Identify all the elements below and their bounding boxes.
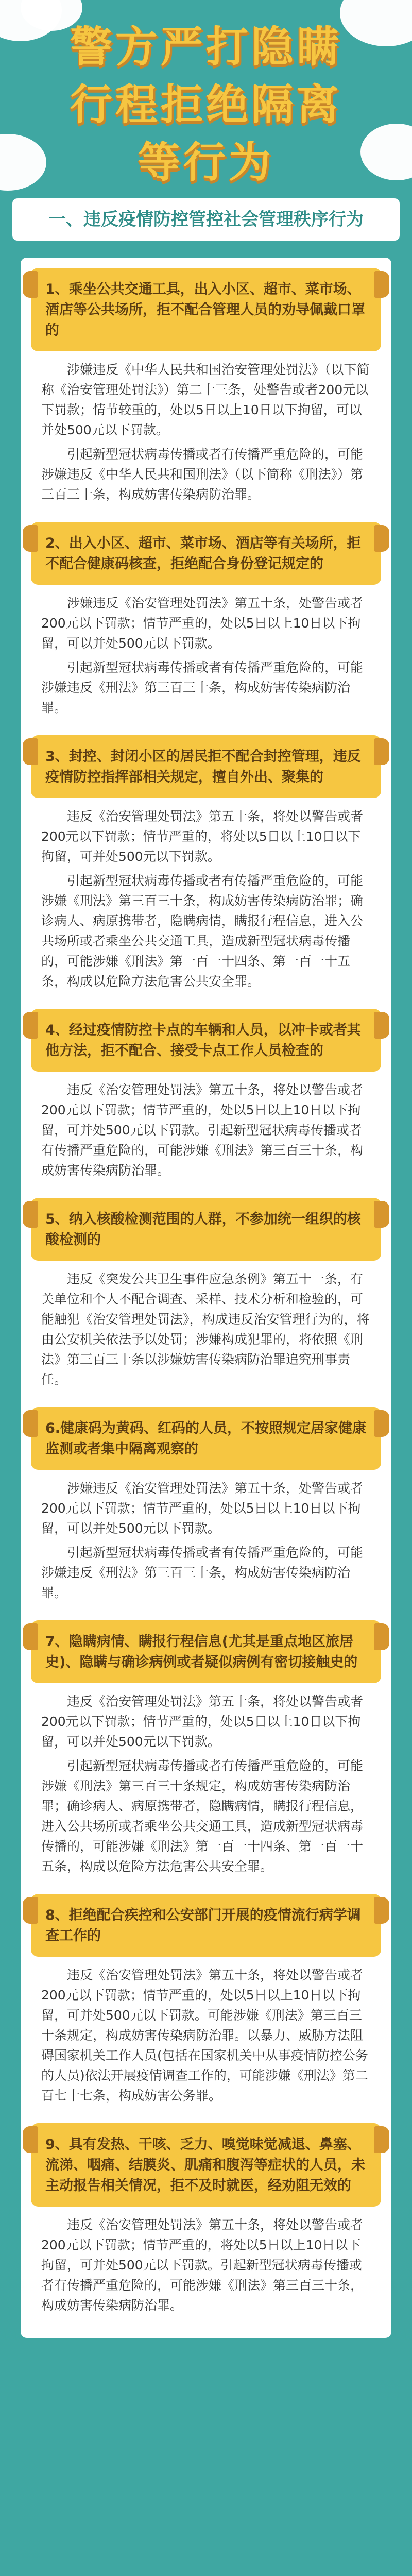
rule-card-heading bbox=[31, 522, 381, 585]
rule-paragraph: 涉嫌违反《治安管理处罚法》第五十条，处警告或者200元以下罚款；情节严重的，处以5日以上10日以下拘留，可以并处500元以下罚款。 bbox=[41, 1481, 364, 1536]
rule-card-body bbox=[41, 1957, 371, 2106]
scroll-right-decoration bbox=[374, 1897, 389, 1924]
scroll-left-decoration bbox=[23, 1012, 38, 1039]
rule-card-body bbox=[41, 1470, 371, 1603]
scroll-right-decoration bbox=[374, 1012, 389, 1039]
rule-paragraph: 违反《治安管理处罚法》第五十条，将处以警告或者200元以下罚款；情节严重的，处以5日以上10日以下拘留，可并处500元以下罚款。引起新型冠状病毒传播或者有传播严重危险的，可能涉嫌《刑法》第三百三十条，构成妨害传染病防治罪。 bbox=[41, 1082, 364, 1178]
scroll-left-decoration bbox=[23, 1410, 38, 1437]
rule-card-heading-text: 8、拒绝配合疾控和公安部门开展的疫情流行病学调查工作的 bbox=[45, 1907, 361, 1944]
scroll-right-decoration bbox=[374, 1201, 389, 1228]
rule-card-body bbox=[41, 585, 371, 718]
rule-paragraph: 违反《突发公共卫生事件应急条例》第五十一条，有关单位和个人不配合调查、采样、技术分析和检验的，可能触犯《治安管理处罚法》，构成违反治安管理行为的，将由公安机关依法予以处罚；涉嫌构成犯罪的，将依照《刑法》第三百三十条以涉嫌妨害传染病防治罪追究刑事责任。 bbox=[41, 1272, 370, 1387]
poster-title-line-3: 等行为 bbox=[138, 138, 274, 187]
rule-card bbox=[21, 512, 391, 725]
rule-card-heading bbox=[31, 1009, 381, 1072]
rule-card-heading-text: 9、具有发热、干咳、乏力、嗅觉味觉减退、鼻塞、流涕、咽痛、结膜炎、肌痛和腹泻等症状的人员，未主动报告相关情况，拒不及时就医，经劝阻无效的 bbox=[45, 2137, 365, 2194]
rule-card bbox=[21, 998, 391, 1188]
rule-card bbox=[21, 258, 391, 512]
rule-paragraph: 违反《治安管理处罚法》第五十条，将处以警告或者200元以下罚款；情节严重的，处以5日以上10日以下拘留，可以并处500元以下罚款。 bbox=[41, 1694, 364, 1749]
rule-paragraph: 违反《治安管理处罚法》第五十条，将处以警告或者200元以下罚款；情节严重的，将处以5日以上10日以下拘留，可并处500元以下罚款。 bbox=[41, 809, 364, 864]
rule-card-body bbox=[41, 1072, 371, 1180]
scroll-left-decoration bbox=[23, 1897, 38, 1924]
rule-card-heading-text: 5、纳入核酸检测范围的人群，不参加统一组织的核酸检测的 bbox=[45, 1211, 361, 1248]
scroll-right-decoration bbox=[374, 525, 389, 552]
scroll-right-decoration bbox=[374, 271, 389, 298]
rule-card-heading-text: 1、乘坐公共交通工具，出入小区、超市、菜市场、酒店等公共场所，拒不配合管理人员的劝导佩戴口罩的 bbox=[45, 281, 365, 338]
rule-paragraph: 涉嫌违反《中华人民共和国治安管理处罚法》（以下简称《治安管理处罚法》）第二十三条，处警告或者200元以下罚款；情节较重的，处以5日以上10日以下拘留，可以并处500元以下罚款。 bbox=[41, 362, 370, 437]
rule-paragraph: 涉嫌违反《治安管理处罚法》第五十条，处警告或者200元以下罚款；情节严重的，处以5日以上10日以下拘留，可以并处500元以下罚款。 bbox=[41, 596, 364, 651]
section-title: 一、违反疫情防控管控社会管理秩序行为 bbox=[48, 209, 364, 230]
rule-paragraph: 引起新型冠状病毒传播或者有传播严重危险的，可能涉嫌违反《中华人民共和国刑法》（以下简称《刑法》）第三百三十条，构成妨害传染病防治罪。 bbox=[41, 447, 364, 502]
scroll-left-decoration bbox=[23, 1623, 38, 1650]
rule-card bbox=[21, 1397, 391, 1610]
rule-card-heading bbox=[31, 1198, 381, 1261]
rule-card-heading bbox=[31, 2123, 381, 2207]
rule-card-heading-text: 3、封控、封闭小区的居民拒不配合封控管理，违反疫情防控指挥部相关规定，擅自外出、聚集的 bbox=[45, 749, 361, 785]
poster-header bbox=[0, 0, 412, 201]
rule-card bbox=[21, 2113, 391, 2323]
rule-paragraph: 引起新型冠状病毒传播或者有传播严重危险的，可能涉嫌《刑法》第三百三十条，构成妨害传染病防治罪；确诊病人、病原携带者，隐瞒病情，瞒报行程信息，进入公共场所或者乘坐公共交通工具，造成新型冠状病毒传播的，可能涉嫌《刑法》第一百一十四条、第一百一十五条，构成以危险方法危害公共安全罪。 bbox=[41, 873, 364, 989]
rule-paragraph: 引起新型冠状病毒传播或者有传播严重危险的，可能涉嫌《刑法》第三百三十条规定，构成妨害传染病防治罪；确诊病人、病原携带者，隐瞒病情，瞒报行程信息，进入公共场所或者乘坐公共交通工具，造成新型冠状病毒传播的，可能涉嫌《刑法》第一百一十四条、第一百一十五条，构成以危险方法危害公共安全罪。 bbox=[41, 1758, 364, 1874]
scroll-left-decoration bbox=[23, 271, 38, 298]
rule-card-body bbox=[41, 1683, 371, 1876]
rule-paragraph: 违反《治安管理处罚法》第五十条，将处以警告或者200元以下罚款；情节严重的，处以5日以上10日以下拘留，可并处500元以下罚款。可能涉嫌《刑法》第三百三十条规定，构成妨害传染病防治罪。以暴力、威胁方法阻碍国家机关工作人员(包括在国家机关中从事疫情防控公务的人员)依法开展疫情调查工作的，可能涉嫌《刑法》第二百七十七条，构成妨害公务罪。 bbox=[41, 1968, 368, 2103]
rule-card-body bbox=[41, 798, 371, 991]
content-panel bbox=[21, 258, 391, 2338]
rule-card-heading-text: 2、出入小区、超市、菜市场、酒店等有关场所，拒不配合健康码核查，拒绝配合身份登记规定的 bbox=[45, 535, 361, 572]
rule-paragraph: 引起新型冠状病毒传播或者有传播严重危险的，可能涉嫌违反《刑法》第三百三十条，构成妨害传染病防治罪。 bbox=[41, 1545, 364, 1600]
scroll-left-decoration bbox=[23, 1201, 38, 1228]
rule-card bbox=[21, 1188, 391, 1397]
poster-title-line-2: 行程拒绝隔离 bbox=[70, 80, 342, 129]
rule-paragraph: 引起新型冠状病毒传播或者有传播严重危险的，可能涉嫌违反《刑法》第三百三十条，构成妨害传染病防治罪。 bbox=[41, 660, 364, 715]
section-banner bbox=[0, 198, 412, 241]
scroll-left-decoration bbox=[23, 738, 38, 765]
rule-card-body bbox=[41, 351, 371, 504]
rule-card bbox=[21, 1610, 391, 1884]
rule-card-heading bbox=[31, 268, 381, 351]
rule-card bbox=[21, 725, 391, 998]
scroll-right-decoration bbox=[374, 2126, 389, 2153]
rule-paragraph: 违反《治安管理处罚法》第五十条，将处以警告或者200元以下罚款；情节严重的，将处以5日以上10日以下拘留，可并处500元以下罚款。引起新型冠状病毒传播或者有传播严重危险的，可能涉嫌《刑法》第三百三十条，构成妨害传染病防治罪。 bbox=[41, 2217, 364, 2313]
rule-card-heading bbox=[31, 1407, 381, 1470]
scroll-left-decoration bbox=[23, 2126, 38, 2153]
rule-card-heading-text: 7、隐瞒病情、瞒报行程信息(尤其是重点地区旅居史)、隐瞒与确诊病例或者疑似病例有密切接触史的 bbox=[45, 1634, 358, 1670]
rule-card-heading bbox=[31, 1894, 381, 1957]
rule-card-body bbox=[41, 2207, 371, 2315]
scroll-right-decoration bbox=[374, 1410, 389, 1437]
rule-card-heading bbox=[31, 735, 381, 798]
poster-title-line-1: 警方严打隐瞒 bbox=[70, 23, 342, 72]
scroll-right-decoration bbox=[374, 738, 389, 765]
rule-card-body bbox=[41, 1261, 371, 1389]
rule-card-heading-text: 6.健康码为黄码、红码的人员，不按照规定居家健康监测或者集中隔离观察的 bbox=[45, 1420, 367, 1457]
scroll-left-decoration bbox=[23, 525, 38, 552]
rule-card-heading-text: 4、经过疫情防控卡点的车辆和人员，以冲卡或者其他方法，拒不配合、接受卡点工作人员检查的 bbox=[45, 1022, 361, 1059]
rule-card bbox=[21, 1884, 391, 2113]
scroll-right-decoration bbox=[374, 1623, 389, 1650]
rule-card-heading bbox=[31, 1620, 381, 1683]
